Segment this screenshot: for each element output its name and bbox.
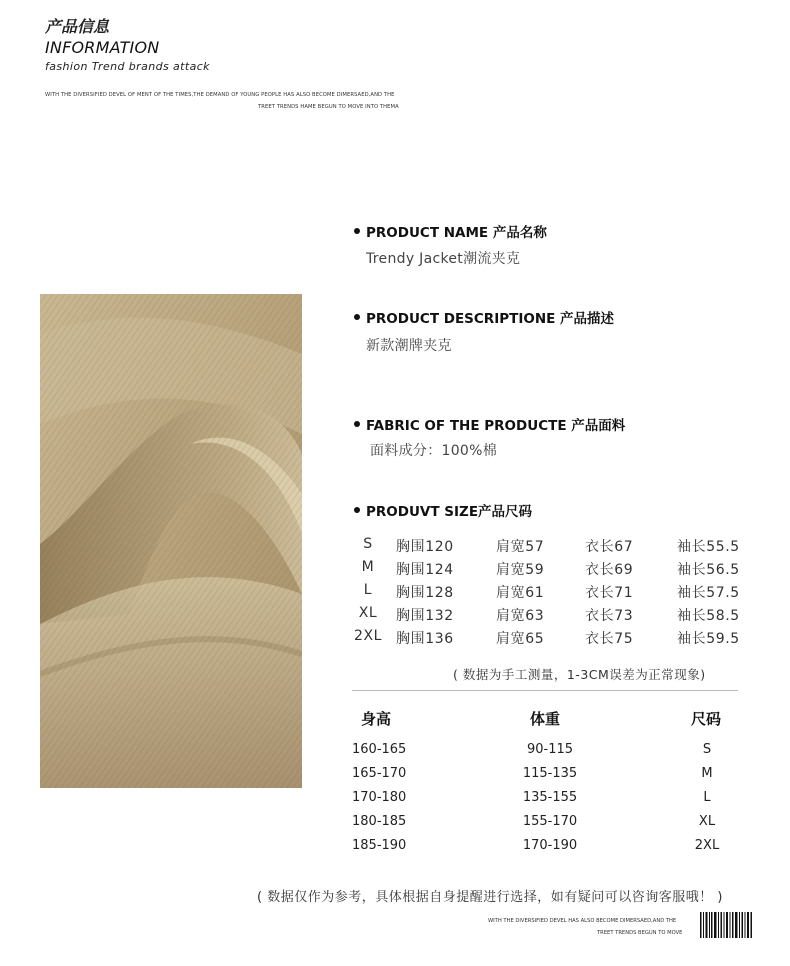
- size-label: M: [361, 559, 375, 575]
- barcode-icon: [700, 912, 752, 938]
- product-description-title: PRODUCT DESCRIPTIONE 产品描述: [366, 311, 615, 327]
- size-cell: 2XL: [694, 838, 720, 853]
- chest-value: 胸围132: [396, 608, 454, 624]
- header-weight: 体重: [530, 710, 561, 728]
- bullet-dot-icon: [354, 314, 360, 320]
- fabric-value: 面料成分：100%棉: [370, 443, 498, 459]
- bullet-dot-icon: [354, 421, 360, 427]
- size-row: [352, 605, 752, 628]
- measurement-note: ( 数据为手工测量，1-3CM误差为正常现象): [453, 667, 706, 682]
- shoulder-value: 肩宽57: [496, 539, 545, 555]
- size-cell: S: [702, 742, 712, 757]
- header-subtitle: fashion Trend brands attack: [45, 60, 210, 73]
- bullet-dot-icon: [354, 228, 360, 234]
- fabric-photo: [40, 294, 302, 788]
- header-height: 身高: [361, 710, 392, 728]
- header-tagline-line2: TREET TRENDS HAME BEGUN TO MOVE INTO THEMA: [258, 104, 399, 110]
- product-description-value: 新款潮牌夹克: [366, 338, 452, 354]
- length-value: 衣长69: [585, 562, 634, 578]
- table-row: [352, 742, 752, 766]
- product-name-heading: [354, 221, 547, 241]
- shoulder-value: 肩宽61: [496, 585, 545, 601]
- header-size: 尺码: [691, 710, 722, 728]
- size-cell: L: [703, 790, 711, 805]
- fabric-title: FABRIC OF THE PRODUCTE 产品面料: [366, 418, 626, 434]
- fabric-heading: [354, 414, 625, 434]
- header-title-en: INFORMATION: [45, 38, 160, 57]
- table-row: [352, 814, 752, 838]
- table-row: [352, 838, 752, 862]
- size-label: S: [363, 536, 373, 552]
- sleeve-value: 袖长55.5: [677, 539, 740, 555]
- shoulder-value: 肩宽59: [496, 562, 545, 578]
- height-cell: 180-185: [352, 814, 407, 829]
- length-value: 衣长67: [585, 539, 634, 555]
- body-size-table: [352, 742, 752, 862]
- divider: [352, 690, 738, 691]
- size-row: [352, 628, 752, 651]
- footer-tagline-line2: TREET TRENDS BEGUN TO MOVE: [597, 930, 683, 936]
- size-label: XL: [358, 605, 378, 621]
- chest-value: 胸围124: [396, 562, 454, 578]
- footer-tagline-line1: WITH THE DIVERSIFIED DEVEL HAS ALSO BECOME DIMERSAED,AND THE: [488, 918, 677, 924]
- chest-value: 胸围128: [396, 585, 454, 601]
- chest-value: 胸围136: [396, 631, 454, 647]
- product-description-heading: [354, 307, 614, 327]
- product-name-title: PRODUCT NAME 产品名称: [366, 225, 547, 241]
- sleeve-value: 袖长57.5: [677, 585, 740, 601]
- table-row: [352, 790, 752, 814]
- header-tagline-line1: WITH THE DIVERSIFIED DEVEL OF MENT OF THE TIMES,THE DEMAND OF YOUNG PEOPLE HAS ALSO BECOME DIMERSAED,AND THE: [45, 92, 395, 98]
- table-row: [352, 766, 752, 790]
- size-label: L: [363, 582, 373, 598]
- height-cell: 170-180: [352, 790, 407, 805]
- weight-cell: 170-190: [522, 838, 578, 853]
- size-label: 2XL: [353, 628, 383, 644]
- product-name-value: Trendy Jacket潮流夹克: [366, 251, 521, 267]
- sleeve-value: 袖长59.5: [677, 631, 740, 647]
- size-heading: [354, 500, 532, 520]
- size-row: [352, 536, 752, 559]
- length-value: 衣长75: [585, 631, 634, 647]
- reference-note: ( 数据仅作为参考，具体根据自身提醒进行选择，如有疑问可以咨询客服哦！ ): [257, 890, 723, 905]
- sleeve-value: 袖长56.5: [677, 562, 740, 578]
- chest-value: 胸围120: [396, 539, 454, 555]
- size-cell: XL: [698, 814, 716, 829]
- weight-cell: 115-135: [522, 766, 578, 781]
- length-value: 衣长71: [585, 585, 634, 601]
- weight-cell: 135-155: [522, 790, 578, 805]
- weight-cell: 155-170: [522, 814, 578, 829]
- size-cell: M: [701, 766, 713, 781]
- height-cell: 185-190: [352, 838, 407, 853]
- shoulder-value: 肩宽63: [496, 608, 545, 624]
- header-title-cn: 产品信息: [45, 17, 110, 36]
- weight-cell: 90-115: [526, 742, 574, 757]
- height-cell: 160-165: [352, 742, 407, 757]
- height-cell: 165-170: [352, 766, 407, 781]
- length-value: 衣长73: [585, 608, 634, 624]
- size-title: PRODUVT SIZE产品尺码: [366, 504, 533, 520]
- sleeve-value: 袖长58.5: [677, 608, 740, 624]
- bullet-dot-icon: [354, 507, 360, 513]
- shoulder-value: 肩宽65: [496, 631, 545, 647]
- size-row: [352, 582, 752, 605]
- size-row: [352, 559, 752, 582]
- size-table: [352, 536, 752, 651]
